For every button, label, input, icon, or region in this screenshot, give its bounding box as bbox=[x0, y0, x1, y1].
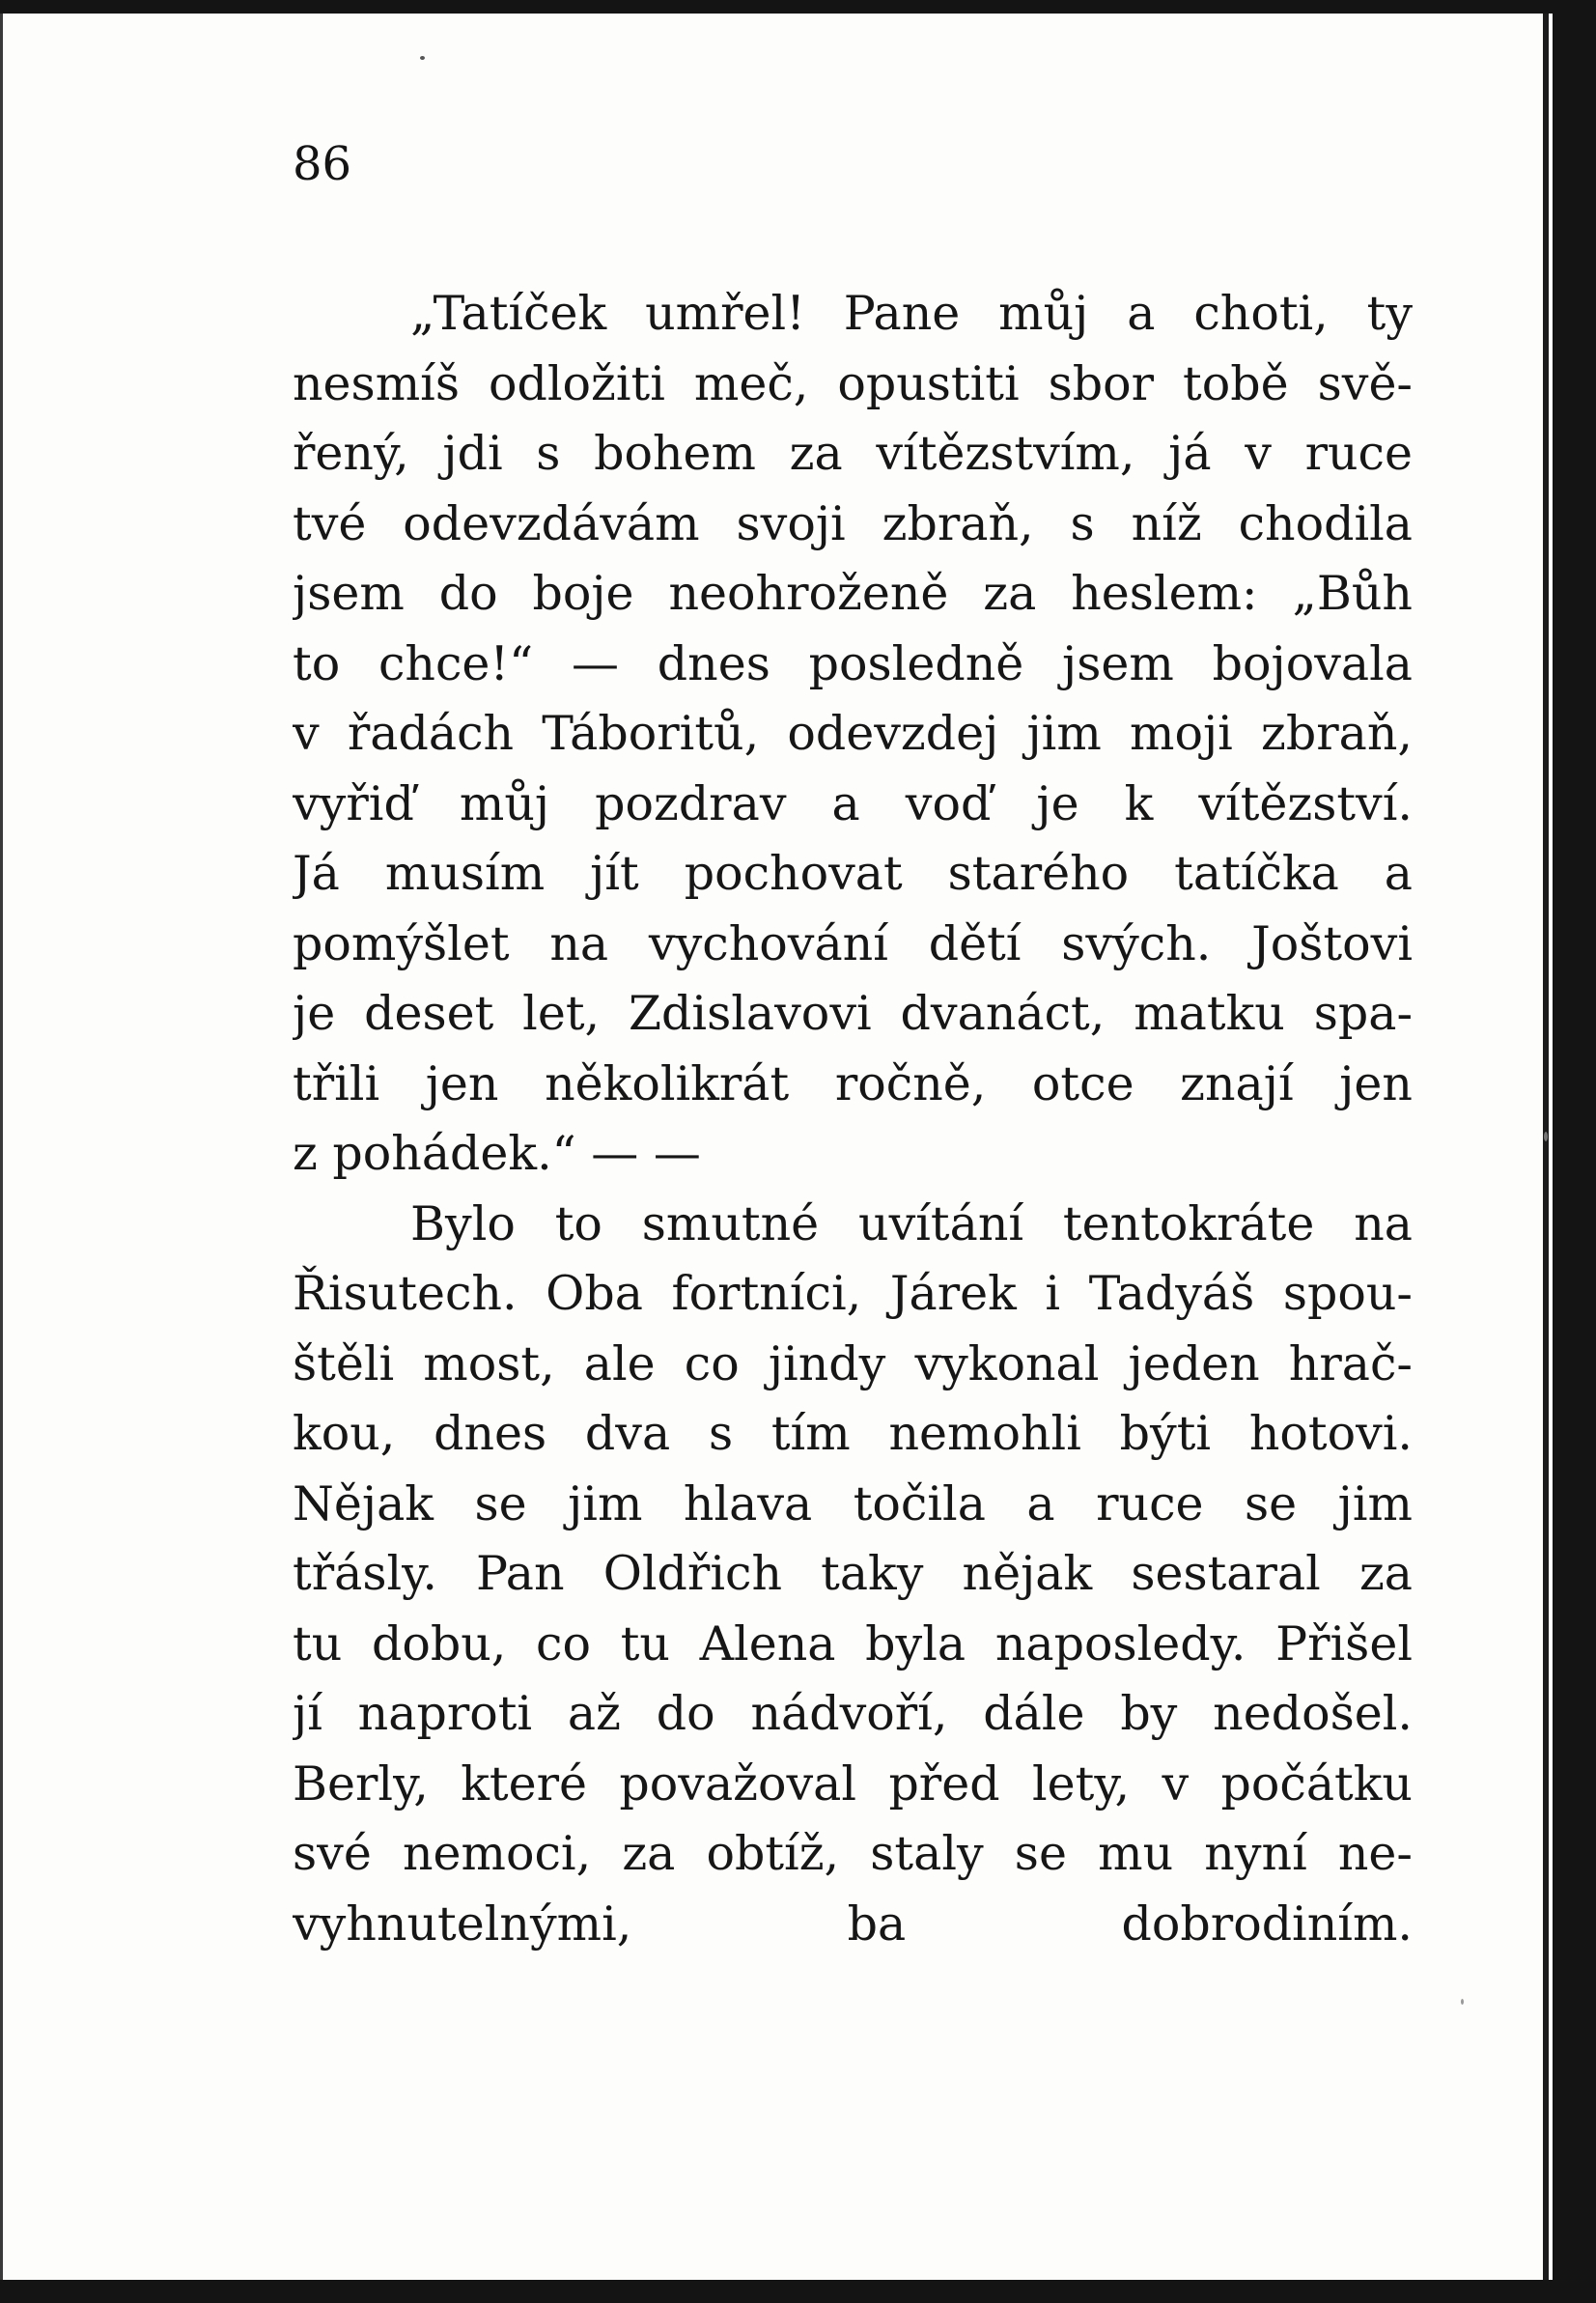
text-line: Nějak se jim hlava točila a ruce se jim bbox=[293, 1475, 1413, 1531]
text-line: jí naproti až do nádvoří, dále by nedošel. bbox=[293, 1686, 1413, 1741]
text-line: „Tatíček umřel! Pane můj a choti, ty bbox=[410, 286, 1413, 341]
text-line: třili jen několikrát ročně, otce znají jen bbox=[293, 1055, 1413, 1111]
page-number: 86 bbox=[293, 137, 352, 191]
text-line: vyřiď můj pozdrav a voď je k vítězství. bbox=[293, 775, 1413, 831]
scan-border-right bbox=[1553, 0, 1596, 2303]
text-line: v řadách Táboritů, odevzdej jim moji zbraň, bbox=[293, 706, 1413, 761]
text-line: to chce!“ — dnes posledně jsem bojovala bbox=[293, 635, 1413, 691]
scan-border-bottom bbox=[0, 2280, 1596, 2303]
text-line: své nemoci, za obtíž, staly se mu nyní ne- bbox=[293, 1826, 1413, 1881]
text-line: kou, dnes dva s tím nemohli býti hotovi. bbox=[293, 1406, 1413, 1461]
text-line: tvé odevzdávám svoji zbraň, s níž chodila bbox=[293, 495, 1413, 551]
text-line: nesmíš odložiti meč, opustiti sbor tobě svě- bbox=[293, 355, 1413, 411]
text-line: pomýšlet na vychování dětí svých. Joštovi bbox=[293, 915, 1413, 971]
text-line: Řisutech. Oba fortníci, Járek i Tadyáš spou- bbox=[293, 1266, 1413, 1321]
text-line bbox=[293, 1959, 1413, 2030]
text-line: řený, jdi s bohem za vítězstvím, já v ruce bbox=[293, 426, 1413, 481]
paragraph-2 bbox=[293, 1190, 1413, 2030]
text-line: je deset let, Zdislavovi dvanáct, matku spa- bbox=[293, 986, 1413, 1041]
text-line: Berly, které považoval před lety, v počátku bbox=[293, 1755, 1413, 1812]
dust-speck bbox=[1544, 1132, 1548, 1141]
scan-border-top bbox=[0, 0, 1596, 14]
dust-speck bbox=[1461, 1999, 1464, 2005]
text-line: vyhnutelnými, ba dobrodiním. bbox=[293, 1896, 1413, 1952]
text-line: z pohádek.“ — — bbox=[293, 1126, 701, 1181]
text-line: tu dobu, co tu Alena byla naposledy. Přišel bbox=[293, 1615, 1413, 1671]
paragraph-1 bbox=[293, 279, 1413, 1190]
text-line: třásly. Pan Oldřich taky nějak sestaral za bbox=[293, 1546, 1413, 1601]
scan-border-right-inner bbox=[1543, 14, 1549, 2303]
text-line: Bylo to smutné uvítání tentokráte na bbox=[410, 1195, 1413, 1251]
text-line: Já musím jít pochovat starého tatíčka a bbox=[293, 846, 1413, 901]
text-line: štěli most, ale co jindy vykonal jeden hrač- bbox=[293, 1335, 1413, 1391]
book-page bbox=[3, 14, 1543, 2280]
dust-speck bbox=[420, 56, 425, 60]
body-text bbox=[293, 279, 1413, 2030]
text-line: jsem do boje neohroženě za heslem: „Bůh bbox=[293, 566, 1413, 621]
